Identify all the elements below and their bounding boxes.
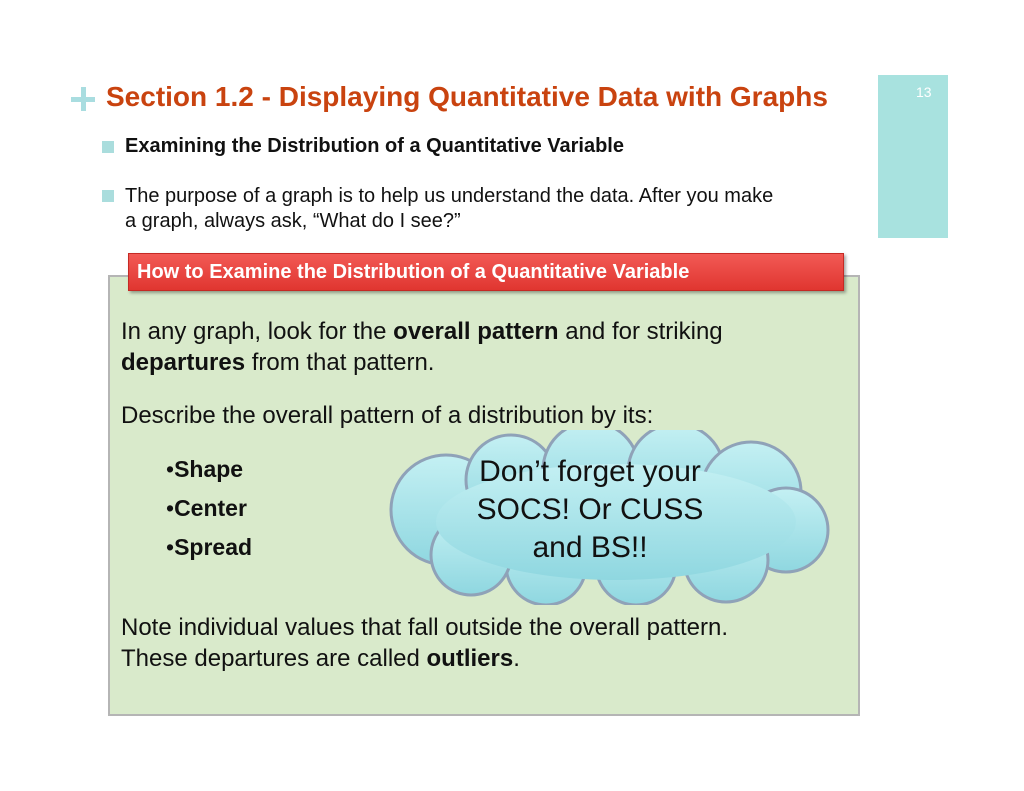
square-bullet-icon	[102, 190, 114, 202]
slide-number: 13	[916, 84, 932, 100]
list-item-label: Spread	[174, 534, 253, 560]
bullet-purpose-line1: The purpose of a graph is to help us understand the data. After you make	[125, 185, 774, 207]
box-header: How to Examine the Distribution of a Quantitative Variable	[128, 253, 844, 291]
accent-band	[878, 75, 948, 238]
square-bullet-icon	[102, 141, 114, 153]
cloud-text-line: Don’t forget your	[479, 455, 701, 488]
cloud-text-line: and BS!!	[532, 531, 648, 564]
pattern-text: In any graph, look for the	[121, 318, 394, 345]
overall-pattern-term: overall pattern	[393, 318, 559, 345]
list-item: •Center	[166, 495, 247, 521]
outliers-term: outliers	[426, 645, 514, 672]
pattern-text: and for striking	[558, 318, 723, 345]
outliers-paragraph	[121, 612, 728, 674]
pattern-paragraph	[121, 316, 723, 378]
bullet-heading: Examining the Distribution of a Quantitative Variable	[125, 135, 624, 157]
outliers-text: Note individual values that fall outside the overall pattern.	[121, 614, 729, 641]
cloud-text	[430, 453, 750, 567]
slide-title: Section 1.2 - Displaying Quantitative Data with Graphs	[106, 81, 828, 112]
list-item-label: Center	[174, 495, 247, 521]
list-item: •Spread	[166, 534, 253, 560]
bullet-purpose-line2: a graph, always ask, “What do I see?”	[125, 210, 461, 232]
describe-paragraph: Describe the overall pattern of a distribution by its:	[121, 402, 654, 429]
outliers-text: These departures are called	[121, 645, 427, 672]
list-item: •Shape	[166, 456, 244, 482]
departures-term: departures	[121, 349, 246, 376]
pattern-text: from that pattern.	[245, 349, 435, 376]
outliers-text: .	[513, 645, 520, 672]
list-item-label: Shape	[174, 456, 244, 482]
cloud-text-line: SOCS! Or CUSS	[476, 493, 704, 526]
plus-icon	[71, 87, 95, 111]
